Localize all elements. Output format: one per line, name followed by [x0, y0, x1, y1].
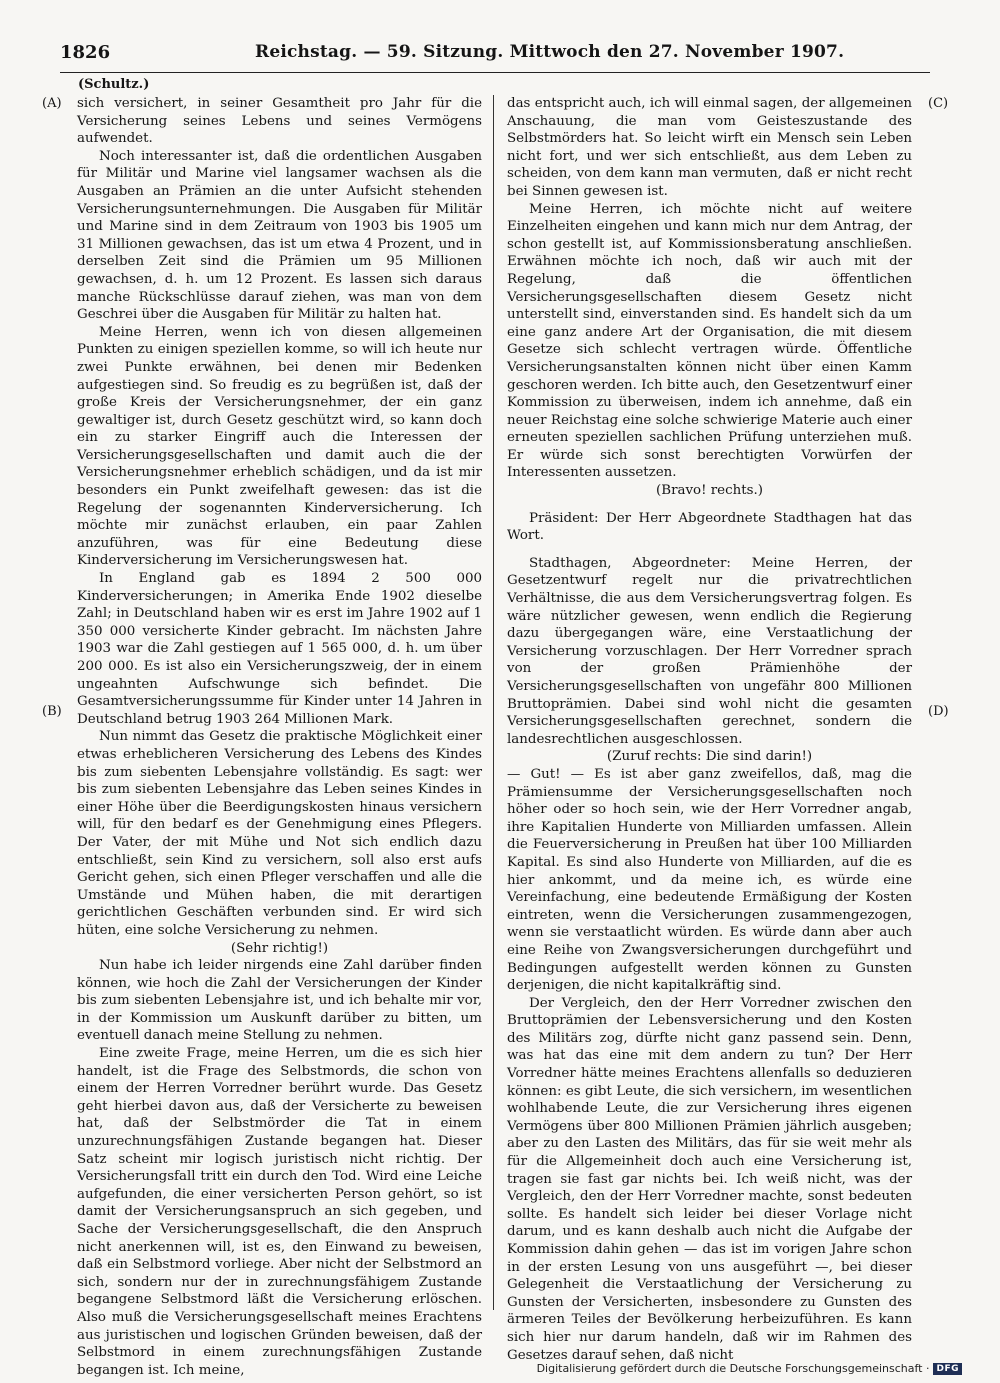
paragraph: Meine Herren, wenn ich von diesen allgemeinen Punkten zu einigen speziellen komme, so will ich heute nur zwei Punkte erwähnen, bei denen mir Bedenken aufgestiegen sind. So freudig es zu begrüßen ist, daß der große Kreis der Versicherungsnehmer, der ein ganz gewaltiger ist, durch Gesetz geschützt wird, so kann doch ein zu starker Eingriff auch die Interessen der Versicherungsgesellschaften und damit auch die der Versicherungsnehmer erheblich schädigen, und da ist mir besonders ein Punkt zweifelhaft gewesen: das ist die Regelung der sogenannten Kinderversicherung. Ich möchte mir zunächst erlauben, ein paar Zahlen anzuführen, was für eine Bedeutung diese Kinderversicherung im Versicherungswesen hat. [77, 324, 482, 569]
interjection: (Sehr richtig!) [230, 940, 329, 956]
paragraph: In England gab es 1894 2 500 000 Kinderversicherungen; in Amerika Ende 1902 dieselbe Zahl; in Deutschland haben wir es erst im Jahre 1902 auf 1 350 000 versicherte Kinder gebracht. Im nächsten Jahre 1903 war die Zahl gestiegen auf 1 565 000, d. h. um über 200 000. Es ist also ein Versicherungszweig, der in einem ungeahnten Aufschwunge sich befindet. Die Gesamtversicherungssumme für Kinder unter 14 Jahren in Deutschland betrug 1903 264 Millionen Mark. [77, 571, 482, 727]
paragraph: Nun habe ich leider nirgends eine Zahl darüber finden können, wie hoch die Zahl der Versicherungen der Kinder bis zum siebenten Lebensjahre ist, und ich behalte mir vor, in der Kommission um Auskunft darüber zu bitten, um eventuell danach meine Stellung zu nehmen. [77, 958, 482, 1044]
margin-mark-c: (C) [928, 96, 949, 111]
paragraph: Nun nimmt das Gesetz die praktische Möglichkeit einer etwas erheblicheren Versicherung des Lebens des Kindes bis zum siebenten Lebensjahre vollständig. Es sagt: wer bis zum siebenten Lebensjahre das Leben seines Kindes in einer Höhe über die Beerdigungskosten hinaus versichern will, für den bedarf es der Genehmigung eines Pflegers. Der Vater, der mit Mühe und Not sich endlich dazu entschließt, sein Kind zu versichern, soll also erst aufs Gericht gehen, sich einen Pfleger verschaffen und alle die Umstände und Mühen haben, die mit derartigen gerichtlichen Geschäften verbunden sind. Er wird sich hüten, eine solche Versicherung zu nehmen. [77, 729, 482, 938]
speaker-tag: (Schultz.) [78, 77, 150, 92]
margin-mark-d: (D) [928, 704, 949, 719]
interjection: (Bravo! rechts.) [656, 483, 763, 499]
running-head: Reichstag. — 59. Sitzung. Mittwoch den 27. November 1907. [255, 42, 845, 62]
left-column [77, 95, 482, 1379]
dfg-logo-icon: DFG [933, 1363, 962, 1375]
paragraph-president: Präsident: Der Herr Abgeordnete Stadthagen hat das Wort. [507, 510, 912, 544]
paragraph: das entspricht auch, ich will einmal sagen, der allgemeinen Anschauung, die man vom Geisteszustande des Selbstmörders hat. So leicht wirft ein Mensch sein Leben nicht fort, und wer sich entschließt, aus dem Leben zu scheiden, von dem kann man vermuten, daß er nicht recht bei Sinnen gewesen ist. [507, 96, 912, 199]
column-divider [493, 95, 494, 1310]
paragraph-stadthagen: Stadthagen, Abgeordneter: Meine Herren, der Gesetzentwurf regelt nur die privatrechtlichen Verhältnisse, die aus dem Versicherungsvertrag folgen. Es wäre nützlicher gewesen, wenn endlich die Regierung dazu übergegangen wäre, eine Verstaatlichung der Versicherung vorzuschlagen. Der Herr Vorredner sprach von der großen Prämienhöhe der Versicherungsgesellschaften von ungefähr 800 Millionen Bruttoprämien. Dabei sind wohl nicht die gesamten Versicherungsgesellschaften gerechnet, sondern die landesrechtlichen ausgeschlossen. [507, 555, 912, 747]
right-column [507, 95, 912, 1364]
paragraph: Meine Herren, ich möchte nicht auf weitere Einzelheiten eingehen und kann mich nur dem Antrag, der schon gestellt ist, auf Kommissionsberatung anschließen. Erwähnen möchte ich noch, daß wir auch mit der Regelung, daß die öffentlichen Versicherungsgesellschaften diesem Gesetz nicht unterstellt sind, einverstanden sind. Es handelt sich da um eine ganz andere Art der Organisation, die mit diesem Gesetze sich schlecht vertragen würde. Öffentliche Versicherungsanstalten können nicht über einen Kamm geschoren werden. Ich bitte auch, den Gesetzentwurf einer Kommission zu überweisen, indem ich annehme, daß ein neuer Reichstag eine solche schwierige Materie auch einer erneuten speziellen sachlichen Prüfung unterziehen muß. Er würde sich sonst berechtigten Vorwürfen der Interessenten aussetzen. [507, 201, 912, 481]
interjection: (Zuruf rechts: Die sind darin!) [606, 749, 813, 765]
paragraph: sich versichert, in seiner Gesamtheit pro Jahr für die Versicherung seines Lebens und seines Vermögens aufwendet. [77, 96, 482, 147]
paragraph: Der Vergleich, den der Herr Vorredner zwischen den Bruttoprämien der Lebensversicherung und den Kosten des Militärs zog, dürfte nicht ganz passend sein. Denn, was hat das eine mit dem andern zu tun? Der Herr Vorredner hätte meines Erachtens allenfalls so deduzieren können: es gibt Leute, die sich versichern, im wesentlichen wohlhabende Leute, die zur Versicherung ihres eigenen Vermögens über 800 Millionen Prämien jährlich ausgeben; aber zu den Lasten des Militärs, das für sie weit mehr als für die Allgemeinheit doch auch eine Versicherung ist, tragen sie fast gar nichts bei. Ich weiß nicht, was der Vergleich, den der Herr Vorredner machte, sonst bedeuten sollte. Es handelt sich leider bei dieser Vorlage nicht darum, und es kann deshalb auch nicht die Aufgabe der Kommission dahin gehen — das ist im vorigen Jahre schon in der ersten Lesung von uns ausgeführt —, bei dieser Gelegenheit die Verstaatlichung der Versicherung zu Gunsten der Versicherten, insbesondere zu Gunsten des ärmeren Teiles der Bevölkerung herbeizuführen. Es kann sich hier nur darum handeln, daß wir im Rahmen des Gesetzes darauf sehen, daß nicht [507, 995, 912, 1363]
page-number: 1826 [60, 42, 111, 63]
paragraph: — Gut! — Es ist aber ganz zweifellos, daß, mag die Prämiensumme der Versicherungsgesellschaften noch höher oder so hoch sein, wie der Herr Vorredner angab, ihre Kapitalien Hunderte von Milliarden umfassen. Allein die Feuerversicherung in Preußen hat über 100 Milliarden Kapital. Es sind also Hunderte von Milliarden, auf die es hier ankommt, und da meine ich, es würde eine Vereinfachung, eine bedeutende Ermäßigung der Kosten eintreten, wenn die Versicherungen zusammengezogen, wenn sie verstaatlicht würden. Es würde dann aber auch eine Reihe von Zwangsversicherungen durchgeführt und Bedingungen aufgestellt werden können zu Gunsten derjenigen, die nicht kapitalkräftig sind. [507, 766, 912, 994]
margin-mark-a: (A) [42, 96, 62, 111]
digitization-credit [537, 1362, 962, 1375]
credit-text: Digitalisierung gefördert durch die Deutsche Forschungsgemeinschaft · [536, 1362, 930, 1375]
margin-mark-b: (B) [42, 704, 62, 719]
paragraph: Noch interessanter ist, daß die ordentlichen Ausgaben für Militär und Marine viel langsamer wachsen als die Ausgaben an Prämien an die unter Aufsicht stehenden Versicherungsunternehmungen. Die Ausgaben für Militär und Marine sind in dem Zeitraum von 1903 bis 1905 um 31 Millionen gewachsen, das ist um etwa 4 Prozent, und in derselben Zeit sind die Prämien um 95 Millionen gewachsen, d. h. um 12 Prozent. Es lassen sich daraus manche Rückschlüsse darauf ziehen, was man von dem Geschrei über die Ausgaben für Militär zu halten hat. [77, 148, 482, 323]
page-header [60, 38, 930, 73]
paragraph: Eine zweite Frage, meine Herren, um die es sich hier handelt, ist die Frage des Selbstmords, die schon von einem der Herren Vorredner berührt wurde. Das Gesetz geht hierbei davon aus, daß der Versicherte zu beweisen hat, daß der Selbstmörder die Tat in einem unzurechnungsfähigen Zustande begangen hat. Dieser Satz scheint mir logisch juristisch nicht richtig. Der Versicherungsfall tritt ein durch den Tod. Wird eine Leiche aufgefunden, die einer versicherten Person gehört, so ist damit der Versicherungsanspruch an sich gegeben, und Sache der Versicherungsgesellschaft, die den Anspruch nicht anerkennen will, ist es, den Einwand zu beweisen, daß ein Selbstmord vorliege. Aber nicht der Selbstmord an sich, sondern nur der in zurechnungsfähigem Zustande begangene Selbstmord läßt die Versicherung erlöschen. Also muß die Versicherungsgesellschaft meines Erachtens aus juristischen und logischen Gründen beweisen, daß der Selbstmord in einem zurechnungsfähigen Zustande begangen ist. Ich meine, [77, 1046, 482, 1378]
